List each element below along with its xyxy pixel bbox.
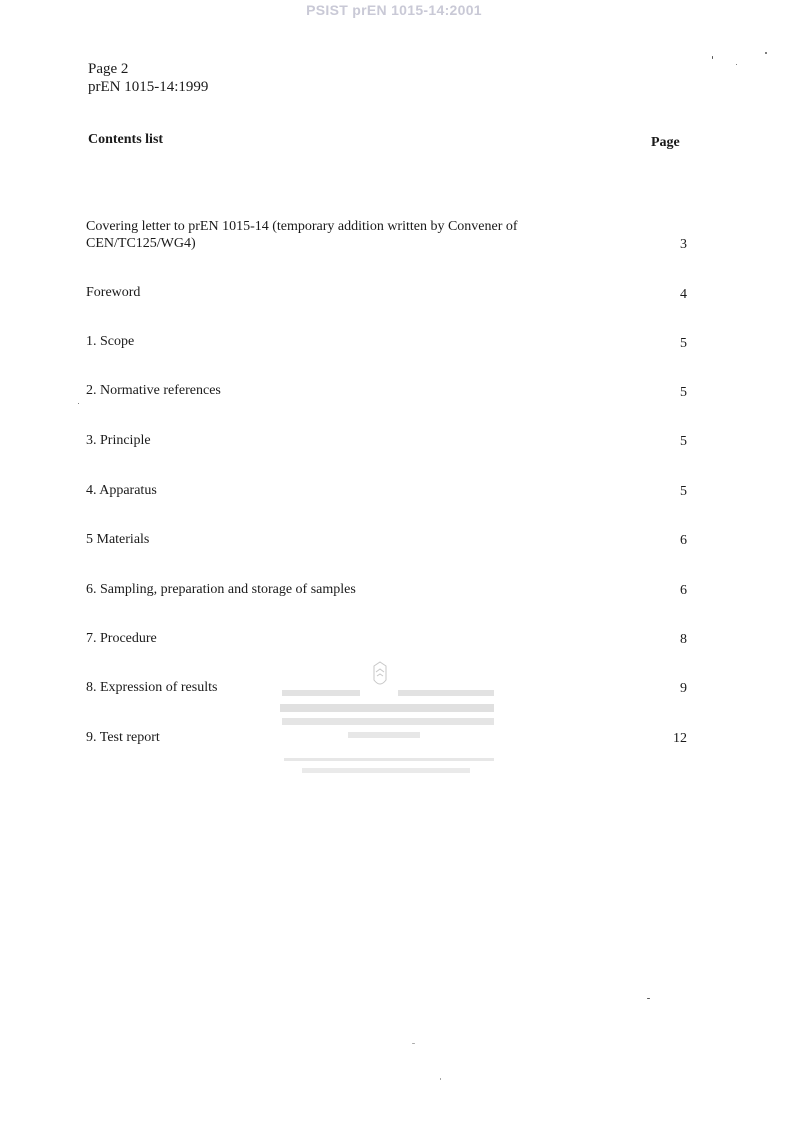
toc-entry-page: 12	[673, 731, 687, 746]
page-number-label: Page 2	[88, 61, 129, 77]
page-column-heading: Page	[651, 135, 680, 150]
toc-entry-title: 3. Principle	[86, 433, 151, 448]
scan-speck	[736, 64, 737, 65]
watermark: PSIST prEN 1015-14:2001	[306, 2, 482, 18]
scan-speck	[712, 56, 713, 59]
scan-speck	[78, 403, 79, 404]
toc-entry-page: 5	[680, 336, 687, 351]
toc-entry-page: 6	[680, 533, 687, 548]
toc-entry-page: 8	[680, 632, 687, 647]
toc-entry-title: 8. Expression of results	[86, 680, 218, 695]
contents-heading: Contents list	[88, 132, 164, 147]
document-code: prEN 1015-14:1999	[88, 79, 209, 95]
page-header	[88, 60, 208, 96]
toc-entry-title: Foreword	[86, 285, 141, 300]
toc-entry-title: Covering letter to prEN 1015-14 (temporary addition written by Convener of CEN/TC125/WG4)	[86, 219, 518, 251]
toc-entry-title: 2. Normative references	[86, 383, 221, 398]
toc-entry-page: 9	[680, 681, 687, 696]
toc-entry-page: 5	[680, 434, 687, 449]
toc-entry-title: 6. Sampling, preparation and storage of samples	[86, 582, 356, 597]
toc-entry-title: 7. Procedure	[86, 631, 157, 646]
toc-entry-page: 6	[680, 583, 687, 598]
toc-entry-page: 5	[680, 484, 687, 499]
toc-entry-title: 4. Apparatus	[86, 483, 157, 498]
scan-speck	[440, 1078, 441, 1080]
toc-entry-page: 4	[680, 287, 687, 302]
seal-stamp-icon	[270, 660, 505, 785]
scan-speck	[412, 1043, 415, 1044]
scan-speck	[647, 998, 650, 999]
scan-speck	[765, 52, 767, 54]
toc-entry-page: 3	[680, 237, 687, 252]
toc-entry-title: 9. Test report	[86, 730, 160, 745]
toc-entry-title: 5 Materials	[86, 532, 150, 547]
toc-entry-title: 1. Scope	[86, 334, 135, 349]
toc-entry-page: 5	[680, 385, 687, 400]
